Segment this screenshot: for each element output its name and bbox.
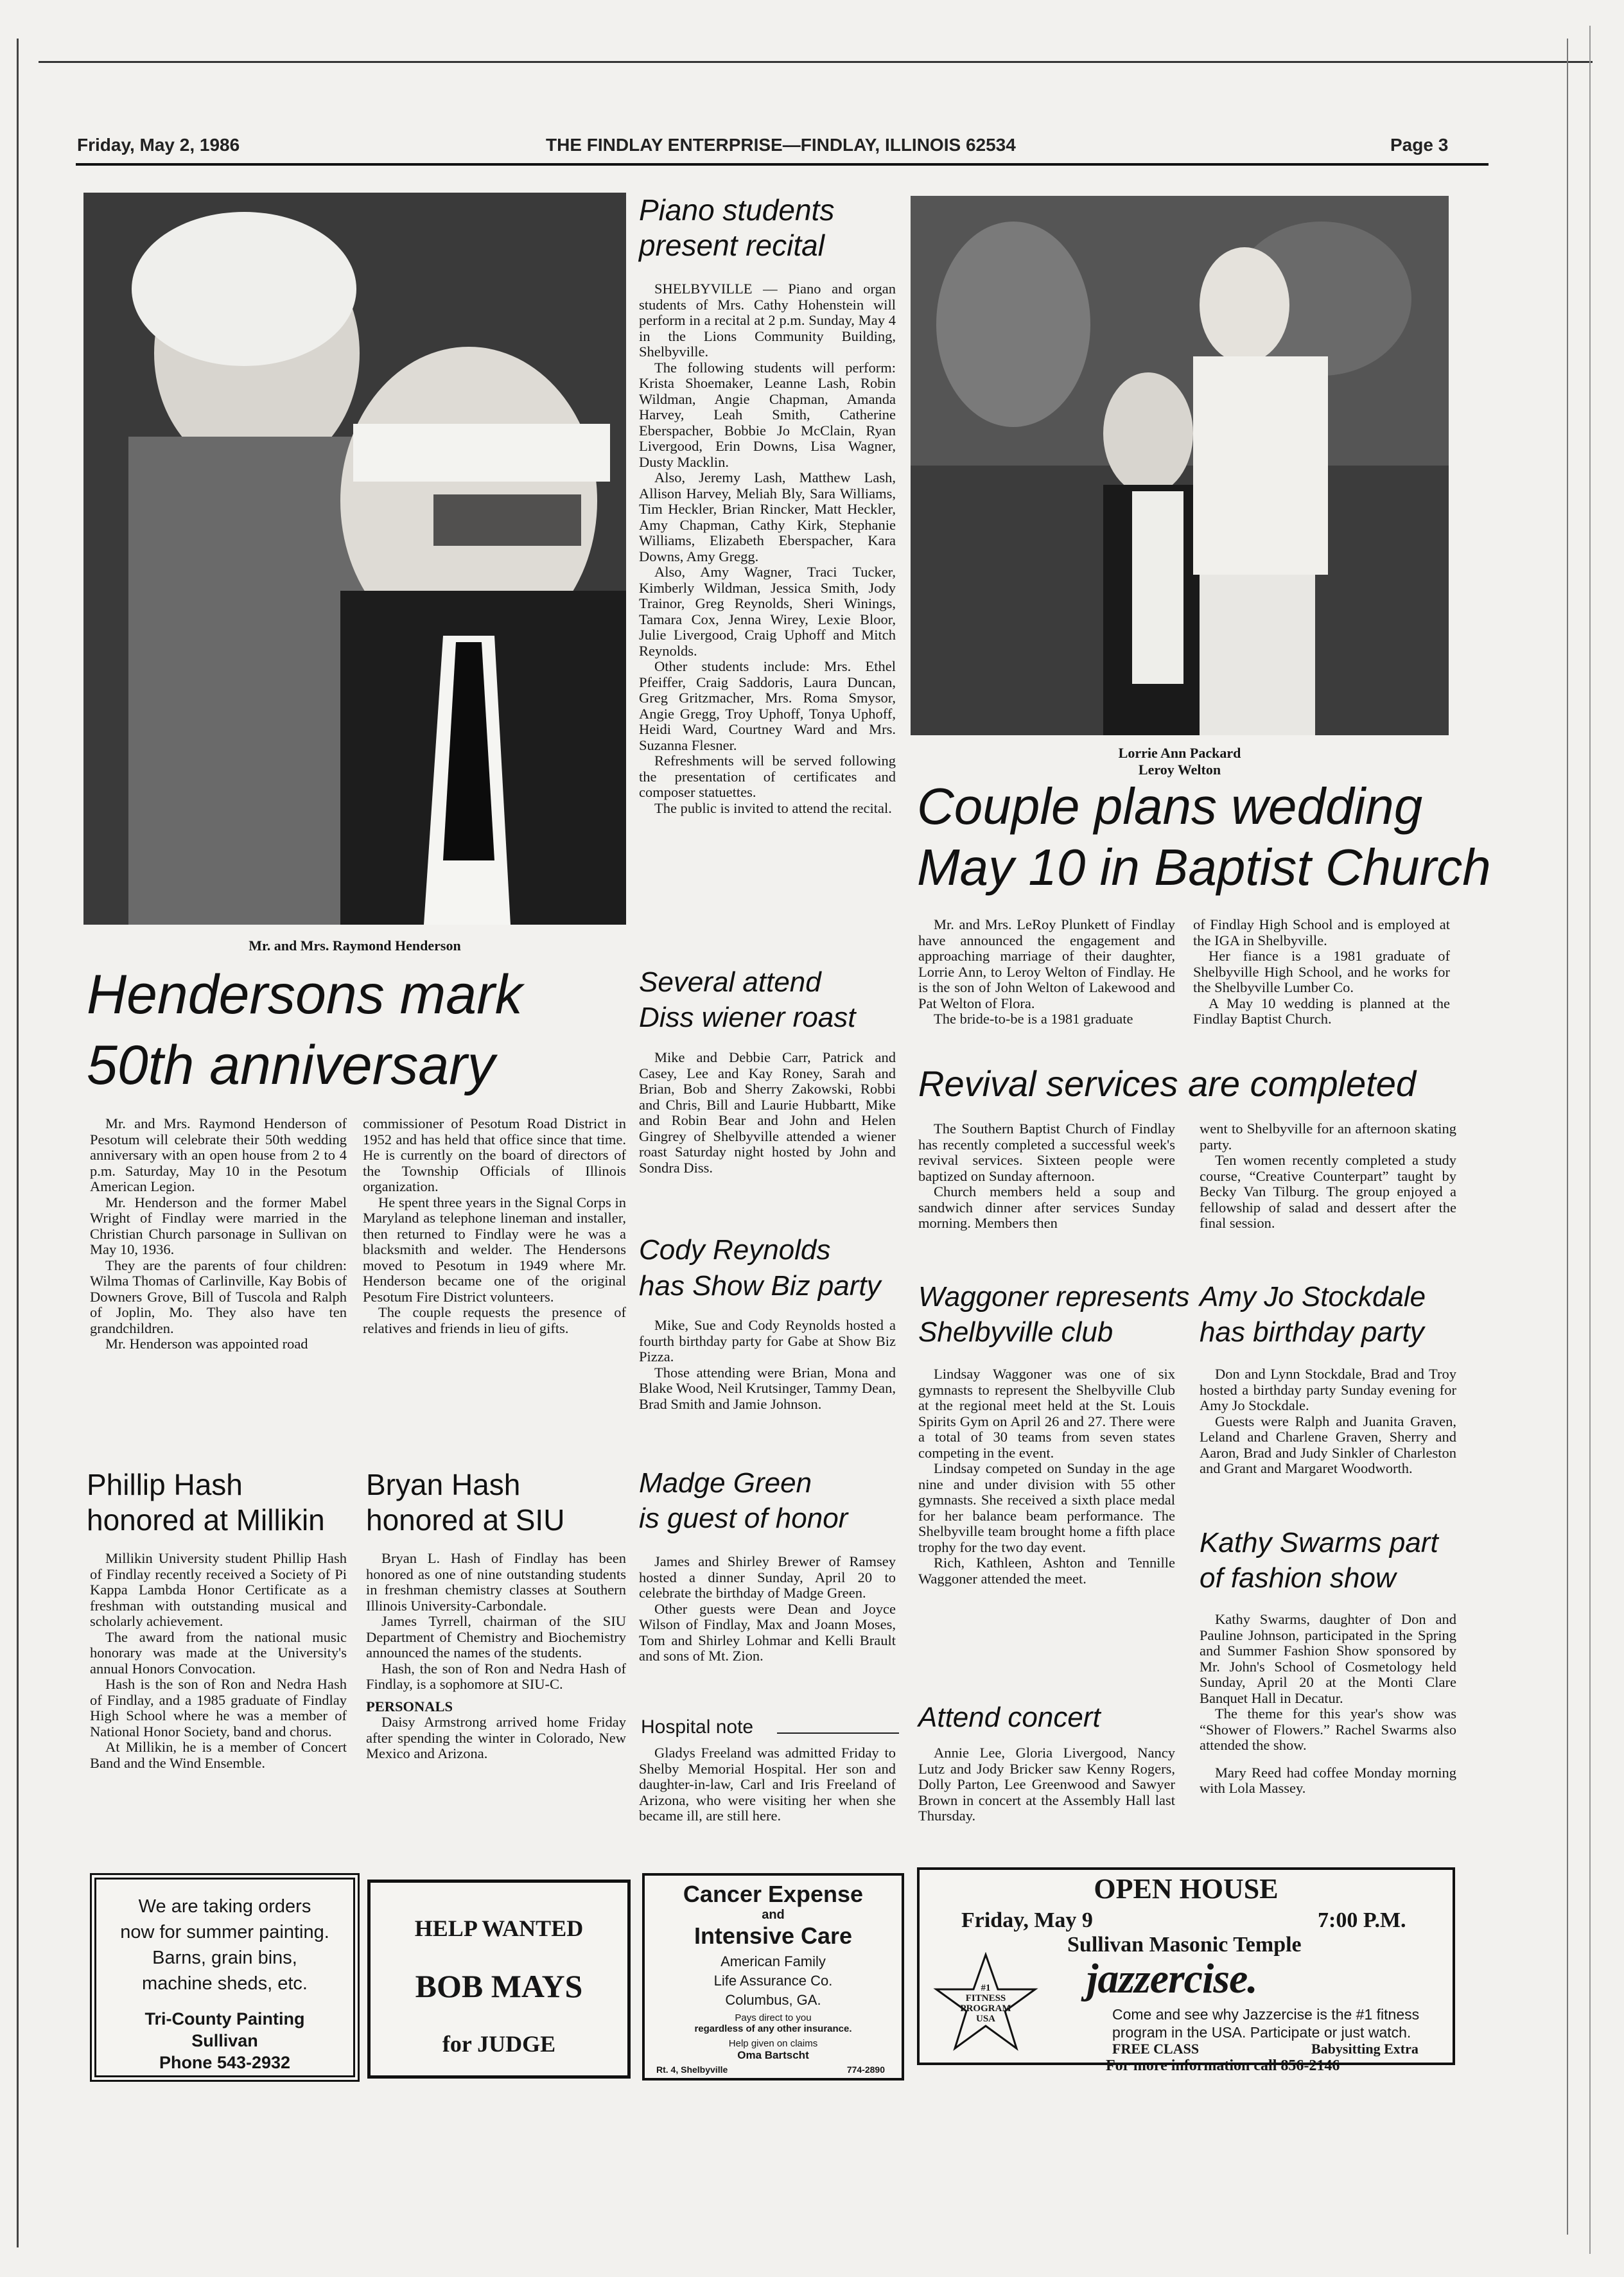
page-fold-line (39, 61, 1593, 63)
bryan-headline-1: Bryan Hash (366, 1468, 521, 1501)
cancer-phone: 774-2890 (846, 2064, 885, 2075)
hospital-body (639, 1745, 896, 1824)
painting-line2: now for summer painting. (120, 1922, 329, 1942)
revival-col2 (1200, 1121, 1456, 1232)
left-page-edge (17, 39, 19, 2247)
mays-line1: HELP WANTED (414, 1915, 584, 1941)
wedding-photo (911, 196, 1449, 735)
piano-para: The following students will perform: Krista Shoemaker, Leanne Lash, Robin Wildman, Angie Chapman, Amanda Harvey, Leah Smith, Catherine Eberspacher, Bobbie Jo McClain, Ryan Livergood, Erin Downs, Lisa Wagner, Dusty Macklin. (639, 359, 896, 470)
cancer-title2: Intensive Care (694, 1923, 853, 1949)
wedding-para: of Findlay High School and is employed at the IGA in Shelbyville. (1193, 916, 1450, 948)
open-house-ad (917, 1867, 1455, 2074)
amyjo-headline-1: Amy Jo Stockdale (1200, 1281, 1426, 1313)
amyjo-para: Don and Lynn Stockdale, Brad and Troy hosted a birthday party Sunday evening for Amy Jo Stockdale. (1200, 1366, 1456, 1413)
henderson-para: Mr. Henderson and the former Mabel Wright of Findlay were married in the Christian Church parsonage in Sullivan on May 10, 1936. (90, 1194, 347, 1257)
madge-body (639, 1554, 896, 1664)
bryan-body (366, 1551, 626, 1762)
piano-headline-1: Piano students (639, 193, 835, 227)
badge-rank: #1 (981, 1983, 991, 1993)
henderson-photo (83, 193, 626, 925)
henderson-photo-art (83, 193, 626, 925)
fitness-star-badge (931, 1952, 1040, 2055)
revival-para: went to Shelbyville for an afternoon skating party. (1200, 1121, 1456, 1153)
kathy-para: The theme for this year's show was “Shower of Flowers.” Rachel Swarms also attended the show. (1200, 1706, 1456, 1753)
masthead: THE FINDLAY ENTERPRISE—FINDLAY, ILLINOIS 62534 (546, 135, 1016, 155)
cancer-and: and (762, 1908, 785, 1922)
wedding-col1 (918, 917, 1175, 1027)
wedding-headline-2: May 10 in Baptist Church (917, 839, 1491, 896)
piano-para: SHELBYVILLE — Piano and organ students of Mrs. Cathy Hohenstein will perform in a recital at 2 p.m. Sunday, May 4 in the Lions Community Building, Shelbyville. (639, 281, 896, 360)
mays-line2: BOB MAYS (415, 1968, 583, 2004)
wedding-headline-1: Couple plans wedding (917, 778, 1423, 835)
personals-title: PERSONALS (366, 1698, 453, 1714)
henderson-para: He spent three years in the Signal Corps in Maryland as telephone lineman and installer, then returned to Findlay were he was a blacksmith and welder. The Hendersons moved to Pesotum in 1949 where Mr. Henderson became one of the original Pesotum Fire District volunteers. (363, 1194, 626, 1305)
wedding-photo-art (911, 196, 1449, 735)
cancer-title1: Cancer Expense (683, 1881, 864, 1907)
phillip-para: Millikin University student Phillip Hash of Findlay recently received a Society of Pi Kappa Lambda Honor Certificate as a freshman with outstanding musical and scholarly achievement. (90, 1550, 347, 1629)
wedding-col2 (1193, 917, 1450, 1027)
cody-para: Mike, Sue and Cody Reynolds hosted a fourth birthday party for Gabe at Show Biz Pizza. (639, 1317, 896, 1365)
henderson-col2 (363, 1116, 626, 1336)
mays-line3: for JUDGE (442, 2031, 556, 2057)
wiener-headline-2: Diss wiener roast (639, 1002, 856, 1033)
cancer-pays1: Pays direct to you (735, 2012, 812, 2023)
revival-para: The Southern Baptist Church of Findlay has recently completed a successful week's revival services. Sixteen people were baptized on Sunday afternoon. (918, 1121, 1175, 1184)
madge-headline-2: is guest of honor (639, 1503, 848, 1534)
henderson-headline-1: Hendersons mark (87, 964, 523, 1025)
wiener-body (639, 1050, 896, 1176)
concert-para: Annie Lee, Gloria Livergood, Nancy Lutz and Jody Bricker saw Kenny Rogers, Dolly Parton, Lee Greenwood and Sawyer Brown in concert at the Assembly Hall last Thursday. (918, 1745, 1175, 1824)
painting-name: Tri-County Painting (144, 2009, 305, 2028)
piano-para: Refreshments will be served following the presentation of certificates and composer statuettes. (639, 753, 896, 800)
waggoner-para: Lindsay Waggoner was one of six gymnasts to represent the Shelbyville Club at the regional meet held at the St. Louis Spirits Gym on April 26 and 27. There were a total of 30 teams from seven states competing in the event. (918, 1366, 1175, 1461)
kathy-body (1200, 1612, 1456, 1797)
mays-ad (367, 1880, 631, 2079)
badge-usa: USA (975, 2014, 995, 2024)
open-house-info: For more information call 856-2146 (1106, 2057, 1340, 2074)
open-house-text1: Come and see why Jazzercise is the #1 fitness (1112, 2006, 1420, 2023)
wedding-para: A May 10 wedding is planned at the Findlay Baptist Church. (1193, 995, 1450, 1027)
cody-headline-1: Cody Reynolds (639, 1234, 831, 1266)
open-house-title: OPEN HOUSE (1094, 1873, 1279, 1905)
hospital-title: Hospital note (641, 1716, 754, 1738)
bryan-headline-2: honored at SIU (366, 1503, 565, 1537)
painting-city: Sullivan (191, 2031, 258, 2050)
open-house-text2: program in the USA. Participate or just watch. (1112, 2024, 1411, 2041)
page-number: Page 3 (1390, 135, 1449, 155)
bryan-para: Bryan L. Hash of Findlay has been honored as one of nine outstanding students in freshman chemistry classes at Southern Illinois University-Carbondale. (366, 1550, 626, 1614)
babysitting: Babysitting Extra (1311, 2041, 1419, 2057)
cancer-address: Rt. 4, Shelbyville (656, 2064, 728, 2075)
henderson-para: commissioner of Pesotum Road District in 1952 and has held that office since that time. He is currently on the board of directors of the Township Officials of Illinois organization. (363, 1115, 626, 1194)
open-house-day: Friday, May 9 (961, 1908, 1093, 1932)
piano-headline-2: present recital (639, 229, 825, 262)
amyjo-headline-2: has birthday party (1200, 1316, 1424, 1348)
bryan-para: Hash, the son of Ron and Nedra Hash of Findlay, is a sophomore at SIU-C. (366, 1660, 626, 1692)
amyjo-para: Guests were Ralph and Juanita Graven, Leland and Charlene Graven, Sherry and Aaron, Brad and Judy Sinkler of Charleston and Grant and Margaret Woodworth. (1200, 1413, 1456, 1476)
wedding-caption-2: Leroy Welton (1138, 762, 1221, 778)
revival-col1 (918, 1121, 1175, 1232)
cancer-agent: Oma Bartscht (737, 2049, 809, 2061)
henderson-para: They are the parents of four children: Wilma Thomas of Carlinville, Kay Bobis of Downers Grove, Bill of Tuscola and Ralph of Joplin, Mo. They also have ten grandchildren. (90, 1257, 347, 1336)
madge-headline-1: Madge Green (639, 1467, 812, 1499)
waggoner-body (918, 1366, 1175, 1587)
phillip-para: At Millikin, he is a member of Concert Band and the Wind Ensemble. (90, 1739, 347, 1771)
badge-fitness: FITNESS (965, 1993, 1006, 2003)
wedding-caption-1: Lorrie Ann Packard (1118, 745, 1241, 761)
henderson-para: The couple requests the presence of relatives and friends in lieu of gifts. (363, 1304, 626, 1336)
piano-body (639, 281, 896, 816)
concert-body (918, 1745, 1175, 1824)
free-class: FREE CLASS (1112, 2041, 1200, 2057)
bryan-para: James Tyrrell, chairman of the SIU Department of Chemistry and Biochemistry announced the names of the students. (366, 1613, 626, 1661)
header-rule (76, 163, 1489, 166)
painting-line4: machine sheds, etc. (142, 1973, 308, 1994)
jazzercise-logo: jazzercise. (1087, 1955, 1257, 2002)
kathy-para: Mary Reed had coffee Monday morning with Lola Massey. (1200, 1764, 1456, 1796)
amyjo-body (1200, 1366, 1456, 1477)
painting-line3: Barns, grain bins, (152, 1948, 297, 1968)
piano-para: Other students include: Mrs. Ethel Pfeiffer, Craig Saddoris, Laura Duncan, Greg Gritzmacher, Mrs. Roma Smysor, Angie Gregg, Troy Uphoff, Tonya Uphoff, Heidi Ward, Courtney Ward and Mrs. Suzanna Flesner. (639, 658, 896, 753)
hospital-title-rule (777, 1732, 899, 1734)
phillip-body (90, 1551, 347, 1771)
phillip-headline-1: Phillip Hash (87, 1468, 243, 1501)
right-page-edge-2 (1589, 26, 1591, 2254)
painting-line1: We are taking orders (138, 1896, 311, 1917)
cody-body (639, 1318, 896, 1412)
phillip-para: The award from the national music honorary was made at the University's annual Honors Convocation. (90, 1628, 347, 1677)
madge-para: James and Shirley Brewer of Ramsey hosted a dinner Sunday, April 20 to celebrate the birthday of Madge Green. (639, 1553, 896, 1601)
concert-headline: Attend concert (918, 1702, 1101, 1733)
kathy-headline-2: of fashion show (1200, 1562, 1396, 1594)
henderson-headline-2: 50th anniversary (87, 1034, 495, 1096)
henderson-caption: Mr. and Mrs. Raymond Henderson (249, 938, 461, 954)
wedding-para: Mr. and Mrs. LeRoy Plunkett of Findlay have announced the engagement and approaching marriage of their daughter, Lorrie Ann, to Leroy Welton of Findlay. He is the son of John Welton of Lakewood and Pat Welton of Flora. (918, 916, 1175, 1011)
open-house-place: Sullivan Masonic Temple (1067, 1933, 1302, 1957)
henderson-para: Mr. and Mrs. Raymond Henderson of Pesotum will celebrate their 50th wedding anniversary with an open house from 2 to 4 p.m. Saturday, May 10 in the Pesotum American Legion. (90, 1115, 347, 1194)
wedding-para: Her fiance is a 1981 graduate of Shelbyville High School, and he works for the Shelbyville Lumber Co. (1193, 948, 1450, 995)
kathy-headline-1: Kathy Swarms part (1200, 1527, 1438, 1558)
right-page-edge (1567, 39, 1568, 2235)
henderson-col1 (90, 1116, 347, 1352)
revival-para: Church members held a soup and sandwich dinner after services Sunday morning. Members then (918, 1183, 1175, 1231)
piano-para: Also, Amy Wagner, Traci Tucker, Kimberly Wildman, Jessica Smith, Jody Trainor, Greg Reynolds, Sheri Winings, Tamara Cox, Jenna Wirey, Lexie Bloor, Julie Livergood, Craig Uphoff and Mitch Reynolds. (639, 564, 896, 659)
open-house-time: 7:00 P.M. (1318, 1908, 1406, 1932)
cancer-co1: American Family (720, 1953, 826, 1969)
wiener-para: Mike and Debbie Carr, Patrick and Casey, Lee and Kay Roney, Sarah and Brian, Bob and Sherry Zakowski, Robbi and Chris, Bill and Laurie Hubbartt, Mike and Robin Bear and John and Helen Gingrey of Shelbyville attended a wiener roast Saturday night hosted by John and Sondra Diss. (639, 1049, 896, 1176)
cody-para: Those attending were Brian, Mona and Blake Wood, Neil Krutsinger, Tammy Dean, Brad Smith and Jamie Johnson. (639, 1364, 896, 1412)
piano-para: The public is invited to attend the recital. (654, 799, 892, 816)
painting-phone: Phone 543-2932 (159, 2053, 291, 2072)
badge-program: PROGRAM (960, 2003, 1011, 2014)
revival-headline: Revival services are completed (918, 1063, 1416, 1104)
cancer-pays2: regardless of any other insurance. (694, 2023, 852, 2034)
madge-para: Other guests were Dean and Joyce Wilson of Findlay, Max and Joann Moses, Tom and Shirley Lohmar and Kelli Brault and sons of Mt. Zion. (639, 1600, 896, 1664)
phillip-para: Hash is the son of Ron and Nedra Hash of Findlay, and a 1985 graduate of Findlay High School where he was a member of National Honor Society, band and chorus. (90, 1676, 347, 1740)
cody-headline-2: has Show Biz party (639, 1270, 881, 1302)
wedding-para: The bride-to-be is a 1981 graduate (934, 1011, 1133, 1027)
waggoner-headline-1: Waggoner represents (918, 1281, 1190, 1313)
cancer-ad (642, 1873, 904, 2081)
cancer-claims: Help given on claims (728, 2038, 818, 2049)
revival-para: Ten women recently completed a study course, “Creative Counterpart” taught by Becky Van Tilburg. The group enjoyed a fellowship of salad and dessert after the final session. (1200, 1152, 1456, 1231)
wiener-headline-1: Several attend (639, 966, 821, 998)
waggoner-headline-2: Shelbyville club (918, 1316, 1113, 1348)
phillip-headline-2: honored at Millikin (87, 1503, 325, 1537)
kathy-para: Kathy Swarms, daughter of Don and Pauline Johnson, participated in the Spring and Summer Fashion Show sponsored by Mr. John's School of Cosmetology held Sunday, April 20 at the Monti Clare Banquet Hall in Decatur. (1200, 1611, 1456, 1706)
waggoner-para: Lindsay competed on Sunday in the age nine and under division with 55 other gymnasts. She received a sixth place medal for her balance beam performance. The Shelbyville team brought home a fifth place trophy for the two day event. (918, 1460, 1175, 1555)
henderson-para: Mr. Henderson was appointed road (105, 1336, 308, 1352)
painting-ad (90, 1873, 360, 2082)
issue-date: Friday, May 2, 1986 (77, 135, 240, 155)
waggoner-para: Rich, Kathleen, Ashton and Tennille Waggoner attended the meet. (918, 1555, 1175, 1587)
personals-text: Daisy Armstrong arrived home Friday after spending the winter in Colorado, New Mexico and Arizona. (366, 1714, 626, 1761)
cancer-co2: Life Assurance Co. (713, 1973, 833, 1989)
hospital-para: Gladys Freeland was admitted Friday to Shelby Memorial Hospital. Her son and daughter-in-law, Carl and Iris Freeland of Arizona, who were visiting her when she became ill, are still here. (639, 1745, 896, 1824)
cancer-co3: Columbus, GA. (725, 1992, 821, 2008)
piano-para: Also, Jeremy Lash, Matthew Lash, Allison Harvey, Meliah Bly, Sara Williams, Tim Heckler, Brian Rincker, Matt Heckler, Amy Chapman, Cathy Kirk, Stephanie Williams, Elizabeth Eberspacher, Kara Downs, Amy Gregg. (639, 469, 896, 564)
